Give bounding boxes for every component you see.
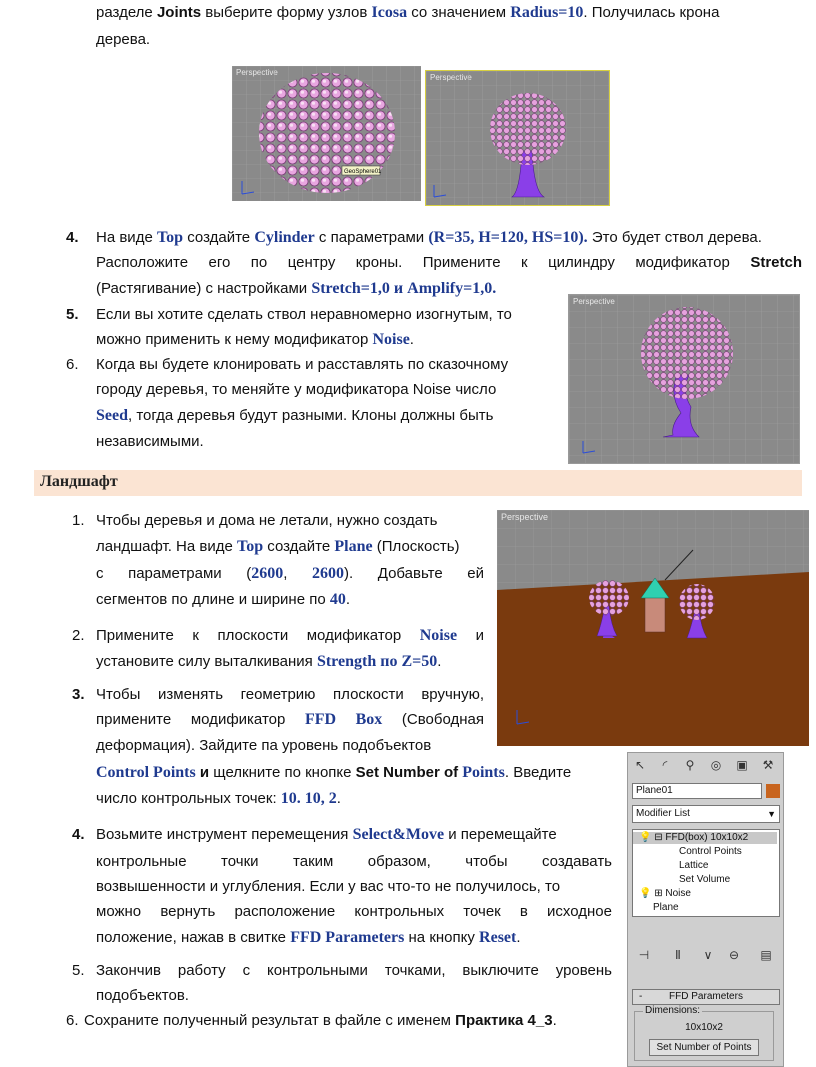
stack-item-noise[interactable]: 💡 ⊞ Noise — [639, 888, 691, 899]
select-move-term: Select&Move — [352, 826, 445, 843]
display-icon[interactable]: ▣ — [736, 758, 748, 772]
land-3-line-2: примените модификатор FFD Box (Свободная — [96, 711, 484, 728]
land-5-number: 5. — [72, 962, 85, 979]
motion-icon[interactable]: ◎ — [710, 758, 722, 772]
land-4-line-3: возвышенности и углубления. Если у вас что-то не получилось, то — [96, 878, 561, 895]
land-4-line-1: Возьмите инструмент перемещения Select&Move и перемещайте — [96, 826, 557, 843]
utilities-icon[interactable]: ⚒ — [762, 758, 774, 772]
stack-item-set-volume[interactable]: Set Volume — [679, 874, 731, 885]
item-6-line-2: городу деревья, то меняйте у модификатора Noise число — [96, 381, 497, 398]
value-40: 40 — [329, 591, 346, 608]
land-1-number: 1. — [72, 512, 85, 529]
top-term: Top — [156, 229, 184, 246]
land-1-line-2: ландшафт. На виде Top создайте Plane (Плоскость) — [96, 538, 460, 555]
noise-term: Noise — [419, 627, 458, 644]
viewport-tree-preview — [425, 70, 610, 206]
value-2600: 2600 — [251, 565, 284, 582]
landscape-render — [497, 510, 809, 746]
land-6-line-1: Сохраните полученный результат в файле с именем Практика 4_3. — [84, 1012, 557, 1029]
stack-item-control-points[interactable]: Control Points — [679, 846, 742, 857]
land-2-line-1: Примените к плоскости модификатор Noise и — [96, 627, 484, 644]
item-5-line-2: можно применить к нему модификатор Noise. — [96, 331, 414, 348]
modifier-list-dropdown[interactable]: Modifier List ▼ — [632, 805, 780, 823]
land-5-line-2: подобъектов. — [96, 987, 189, 1004]
reset-term: Reset — [479, 929, 517, 946]
viewport-landscape — [497, 510, 809, 746]
object-name-field[interactable]: Plane01 — [632, 783, 762, 799]
pin-stack-icon[interactable]: ⊣ — [638, 948, 650, 962]
item-4-line-2: Расположите его по центру кроны. Примените к цилиндру модификатор Stretch — [96, 254, 802, 271]
dimensions-group — [634, 1005, 774, 1061]
strength-term: Strength по Z=50 — [316, 653, 438, 670]
land-5-line-1: Закончив работу с контрольными точками, выключите уровень — [96, 962, 612, 979]
ffd-parameters-rollout[interactable]: - FFD Parameters — [632, 989, 780, 1005]
land-2-number: 2. — [72, 627, 85, 644]
control-points-values: 10. 10, 2 — [280, 790, 337, 807]
crown-closeup-render — [232, 66, 421, 201]
control-points-term: Control Points — [96, 764, 196, 781]
item-6-line-3: Seed, тогда деревья будут разными. Клоны должны быть — [96, 407, 494, 424]
modifier-stack — [632, 829, 780, 917]
intro-line-2: дерева. — [96, 31, 151, 48]
command-panel — [627, 752, 784, 1067]
land-3-line-4: Control Points и щелкните по кнопке Set Number of Points. Введите — [96, 764, 572, 781]
stack-item-ffd-label: 💡 ⊟ FFD(box) 10x10x2 — [639, 832, 749, 843]
set-number-term: Set Number of — [355, 764, 459, 781]
top-term: Top — [237, 538, 264, 555]
item-6-line-4: независимыми. — [96, 433, 204, 450]
stretch-params: Stretch=1,0 и Amplify=1,0. — [311, 280, 497, 297]
ffd-box-term: FFD Box — [304, 711, 383, 728]
rollout-collapse-icon: - — [639, 991, 643, 1002]
tree-noise-render — [569, 295, 799, 463]
land-4-line-5: положение, нажав в свитке FFD Parameters на кнопку Reset. — [96, 929, 521, 946]
item-6-number: 6. — [66, 356, 79, 373]
land-2-line-2: установите силу выталкивания Strength по Z=50. — [96, 653, 442, 670]
land-4-line-4: можно вернуть расположение контрольных точек в исходное — [96, 903, 612, 920]
chevron-down-icon: ▼ — [767, 809, 776, 819]
stretch-term: Stretch — [750, 254, 802, 271]
land-1-line-1: Чтобы деревья и дома не летали, нужно создать — [96, 512, 438, 529]
item-4-line-3: (Растягивание) с настройками Stretch=1,0 и Amplify=1,0. — [96, 280, 497, 297]
item-6-line-1: Когда вы будете клонировать и расставлять по сказочному — [96, 356, 509, 373]
item-4-number: 4. — [66, 229, 79, 246]
radius-term: Radius=10 — [510, 4, 584, 21]
item-5-number: 5. — [66, 306, 79, 323]
show-end-result-icon[interactable]: Ⅱ — [675, 948, 681, 962]
viewport-tree-with-noise — [568, 294, 800, 464]
item-5-line-1: Если вы хотите сделать ствол неравномерно изогнутым, то — [96, 306, 512, 323]
stack-item-plane[interactable]: Plane — [653, 902, 679, 913]
land-4-number: 4. — [72, 826, 85, 843]
create-icon[interactable]: ↖ — [634, 758, 646, 772]
viewport-crown-closeup — [232, 66, 421, 201]
object-color-swatch[interactable] — [766, 784, 780, 798]
item-4-line-1: На виде Top создайте Cylinder с параметрами (R=35, H=120, HS=10). Это будет ствол дерева. — [96, 229, 762, 246]
cylinder-params: (R=35, H=120, HS=10). — [428, 229, 588, 246]
land-6-number: 6. — [66, 1012, 79, 1029]
configure-sets-icon[interactable]: ▤ — [760, 948, 772, 962]
remove-modifier-icon[interactable]: ⊖ — [728, 948, 740, 962]
icosa-term: Icosa — [371, 4, 408, 21]
land-4-line-2: контрольные точки таким образом, чтобы создавать — [96, 853, 612, 870]
stack-item-lattice[interactable]: Lattice — [679, 860, 709, 871]
land-3-number: 3. — [72, 686, 85, 703]
make-unique-icon[interactable]: ∨ — [703, 948, 713, 962]
intro-line-1: разделе Joints выберите форму узлов Icosa со значением Radius=10. Получилась крона — [96, 4, 720, 21]
geosphere-tag: GeoSphere01 — [344, 169, 382, 175]
tree-preview-render — [426, 71, 609, 205]
land-3-line-5: число контрольных точек: 10. 10, 2. — [96, 790, 341, 807]
land-3-line-1: Чтобы изменять геометрию плоскости вручную, — [96, 686, 484, 703]
land-1-line-3: с параметрами (2600, 2600). Добавьте ей — [96, 565, 484, 582]
bulb-icon: 💡 — [639, 832, 652, 843]
joints-term: Joints — [156, 4, 202, 21]
set-number-of-points-button[interactable]: Set Number of Points — [649, 1039, 759, 1056]
bulb-icon: 💡 — [639, 888, 652, 899]
hierarchy-icon[interactable]: ⚲ — [685, 758, 695, 772]
section-title: Ландшафт — [40, 473, 118, 490]
plane-term: Plane — [334, 538, 373, 555]
dimensions-label: Dimensions: — [645, 1005, 701, 1016]
points-term: Points — [458, 764, 505, 781]
section-header-landscape — [34, 470, 802, 496]
value-2600: 2600 — [312, 565, 344, 582]
land-3-line-3: деформация). Зайдите па уровень подобъектов — [96, 737, 432, 754]
filename-term: Практика 4_3 — [455, 1012, 553, 1029]
cylinder-term: Cylinder — [254, 229, 315, 246]
modify-icon[interactable]: ◜ — [662, 758, 668, 772]
noise-term: Noise — [372, 331, 410, 348]
ffd-parameters-term: FFD Parameters — [290, 929, 405, 946]
seed-term: Seed — [96, 407, 128, 424]
dimensions-value: 10x10x2 — [685, 1022, 723, 1033]
land-1-line-4: сегментов по длине и ширине по 40. — [96, 591, 351, 608]
